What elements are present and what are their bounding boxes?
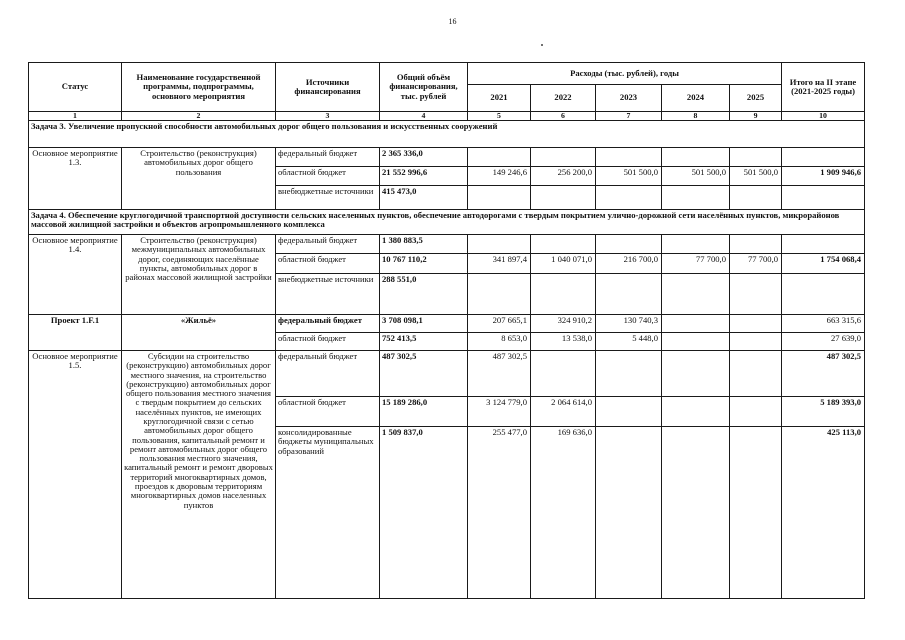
year-cell [662, 148, 730, 167]
financing-table [28, 62, 865, 599]
year-cell: 2 064 614,0 [531, 397, 596, 427]
stage-total-cell: 5 189 393,0 [782, 397, 865, 427]
year-cell [596, 148, 662, 167]
source-cell: консолидированные бюджеты муниципальных образований [276, 427, 380, 599]
year-cell [531, 235, 596, 254]
year-cell [468, 235, 531, 254]
column-number: 2 [122, 112, 276, 121]
stage-total-cell [782, 274, 865, 315]
year-cell [662, 315, 730, 333]
year-cell: 1 040 071,0 [531, 254, 596, 274]
header-year: 2022 [531, 85, 596, 112]
header-year: 2024 [662, 85, 730, 112]
year-cell: 256 200,0 [531, 167, 596, 186]
year-cell [730, 315, 782, 333]
header-total: Общий объём финансирования, тыс. рублей [380, 63, 468, 112]
table-row [29, 351, 865, 397]
year-cell: 501 500,0 [662, 167, 730, 186]
source-cell: федеральный бюджет [276, 351, 380, 397]
stage-total-cell: 425 113,0 [782, 427, 865, 599]
year-cell [596, 427, 662, 599]
year-cell [662, 333, 730, 351]
year-cell [662, 274, 730, 315]
status-cell: Основное мероприятие 1.4. [29, 235, 122, 315]
year-cell [468, 148, 531, 167]
header-year: 2025 [730, 85, 782, 112]
source-cell: внебюджетные источники [276, 274, 380, 315]
total-cell: 1 509 837,0 [380, 427, 468, 599]
year-cell: 77 700,0 [662, 254, 730, 274]
year-cell: 341 897,4 [468, 254, 531, 274]
year-cell [730, 351, 782, 397]
total-cell: 1 380 883,5 [380, 235, 468, 254]
status-cell: Основное мероприятие 1.5. [29, 351, 122, 599]
header-status: Статус [29, 63, 122, 112]
year-cell [730, 274, 782, 315]
header-row-1 [29, 63, 865, 85]
year-cell [730, 397, 782, 427]
header-stage-total: Итого на II этапе (2021-2025 годы) [782, 63, 865, 112]
year-cell [596, 235, 662, 254]
year-cell [531, 351, 596, 397]
total-cell: 3 708 098,1 [380, 315, 468, 333]
source-cell: областной бюджет [276, 167, 380, 186]
year-cell [596, 186, 662, 210]
year-cell [662, 397, 730, 427]
year-cell [531, 274, 596, 315]
total-cell: 15 189 286,0 [380, 397, 468, 427]
year-cell [662, 186, 730, 210]
source-cell: федеральный бюджет [276, 315, 380, 333]
stage-total-cell: 1 909 946,6 [782, 167, 865, 186]
year-cell [468, 186, 531, 210]
column-number: 9 [730, 112, 782, 121]
year-cell: 501 500,0 [730, 167, 782, 186]
year-cell [596, 397, 662, 427]
stage-total-cell: 1 754 068,4 [782, 254, 865, 274]
table-row [29, 148, 865, 167]
source-cell: областной бюджет [276, 397, 380, 427]
task-4-row [29, 210, 865, 235]
year-cell [596, 274, 662, 315]
total-cell: 10 767 110,2 [380, 254, 468, 274]
column-number-row [29, 112, 865, 121]
year-cell [662, 235, 730, 254]
year-cell: 77 700,0 [730, 254, 782, 274]
table-row [29, 235, 865, 254]
total-cell: 288 551,0 [380, 274, 468, 315]
stage-total-cell [782, 186, 865, 210]
status-cell: Основное мероприятие 1.3. [29, 148, 122, 210]
year-cell [730, 186, 782, 210]
total-cell: 2 365 336,0 [380, 148, 468, 167]
source-cell: федеральный бюджет [276, 235, 380, 254]
year-cell: 8 653,0 [468, 333, 531, 351]
column-number: 1 [29, 112, 122, 121]
measure-name: «Жильё» [122, 315, 276, 351]
year-cell: 487 302,5 [468, 351, 531, 397]
year-cell: 130 740,3 [596, 315, 662, 333]
column-number: 8 [662, 112, 730, 121]
year-cell [531, 186, 596, 210]
task-3-title: Задача 3. Увеличение пропускной способности автомобильных дорог общего пользования и искусственных сооружений [29, 121, 865, 148]
total-cell: 752 413,5 [380, 333, 468, 351]
year-cell: 207 665,1 [468, 315, 531, 333]
year-cell: 5 448,0 [596, 333, 662, 351]
column-number: 3 [276, 112, 380, 121]
year-cell [531, 148, 596, 167]
stage-total-cell: 663 315,6 [782, 315, 865, 333]
stage-total-cell: 27 639,0 [782, 333, 865, 351]
measure-name: Строительство (реконструкция) автомобильных дорог общего пользования [122, 148, 276, 210]
column-number: 4 [380, 112, 468, 121]
header-year: 2021 [468, 85, 531, 112]
year-cell [730, 148, 782, 167]
measure-name: Субсидии на строительство (реконструкцию) автомобильных дорог местного значения, на строительство (реконструкцию) автомобильных дорог общего пользования местного значения с твердым покрытием до сельских населённых пунктов, не имеющих круглогодичной связи с сетью автомобильных дорог общего пользования, капитальный ремонт и ремонт автомобильных дорог общего пользования местного значения, капитальный ремонт и ремонт дворовых территорий многоквартирных домов, проездов к дворовым территориям многоквартирных домов населенных пунктов [122, 351, 276, 599]
year-cell: 216 700,0 [596, 254, 662, 274]
total-cell: 21 552 996,6 [380, 167, 468, 186]
year-cell [596, 351, 662, 397]
year-cell: 13 538,0 [531, 333, 596, 351]
stage-total-cell [782, 235, 865, 254]
year-cell: 3 124 779,0 [468, 397, 531, 427]
source-cell: федеральный бюджет [276, 148, 380, 167]
stage-total-cell [782, 148, 865, 167]
source-cell: внебюджетные источники [276, 186, 380, 210]
task-3-row [29, 121, 865, 148]
year-cell: 255 477,0 [468, 427, 531, 599]
column-number: 10 [782, 112, 865, 121]
header-sources: Источники финансирования [276, 63, 380, 112]
year-cell [730, 427, 782, 599]
year-cell: 169 636,0 [531, 427, 596, 599]
task-4-title: Задача 4. Обеспечение круглогодичной транспортной доступности сельских населенных пунктов, обеспечение автодорогами с твердым покрытием улично-дорожной сети населённых пунктов, микрорайонов массовой жилищной застройки и объектов агропромышленного комплекса [29, 210, 865, 235]
year-cell: 324 910,2 [531, 315, 596, 333]
year-cell [730, 333, 782, 351]
stage-total-cell: 487 302,5 [782, 351, 865, 397]
year-cell [662, 427, 730, 599]
measure-name: Строительство (реконструкция) межмуниципальных автомобильных дорог, соединяющих населённые пункты, автомобильных дорог в районах массовой жилищной застройки [122, 235, 276, 315]
year-cell [662, 351, 730, 397]
header-expenses: Расходы (тыс. рублей), годы [468, 63, 782, 85]
scan-dot [541, 44, 543, 46]
year-cell [468, 274, 531, 315]
column-number: 7 [596, 112, 662, 121]
year-cell: 149 246,6 [468, 167, 531, 186]
page-number: 16 [448, 17, 457, 26]
status-cell: Проект 1.F.1 [29, 315, 122, 351]
column-number: 6 [531, 112, 596, 121]
year-cell: 501 500,0 [596, 167, 662, 186]
source-cell: областной бюджет [276, 254, 380, 274]
header-year: 2023 [596, 85, 662, 112]
year-cell [730, 235, 782, 254]
total-cell: 487 302,5 [380, 351, 468, 397]
header-name: Наименование государственной программы, подпрограммы, основного мероприятия [122, 63, 276, 112]
total-cell: 415 473,0 [380, 186, 468, 210]
column-number: 5 [468, 112, 531, 121]
source-cell: областной бюджет [276, 333, 380, 351]
table-row [29, 315, 865, 333]
